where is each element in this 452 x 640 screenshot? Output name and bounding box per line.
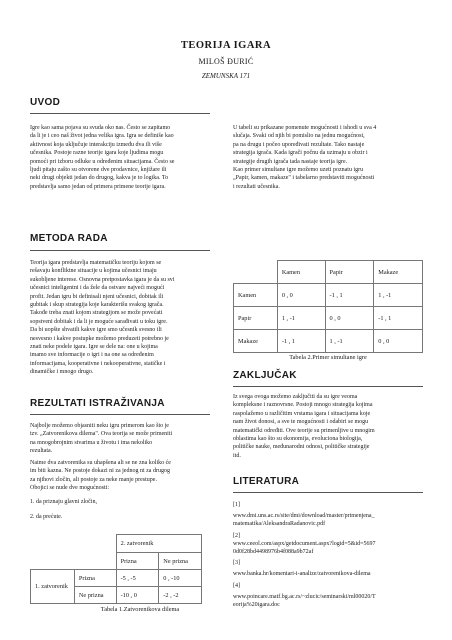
section-heading-zakljucak: ZAKLJUČAK	[233, 370, 297, 381]
table2-row-label: Makaze	[234, 330, 278, 353]
reference-link[interactable]: eorija%20igara.doc	[233, 602, 280, 609]
author-address: ZEMUNSKA 171	[201, 72, 251, 80]
reference-link[interactable]: www.banka.hr/komentari-i-analize/zatvorenikova-dilema	[233, 571, 371, 578]
rezultati-paragraph-1: Najbolje možemo objasniti neku igru primerom kao što je tzv. „Zatvorenikova dilema". Ova teorija se može primeniti na mnogobrojnim stvarima u životu i ima nekoliko rezultata.	[30, 423, 173, 455]
table2-cell: 0 , 0	[325, 307, 374, 330]
table2-cell: 0 , 0	[277, 284, 325, 307]
table1-cell: -2 , -2	[159, 587, 202, 604]
reference-link[interactable]: 0d0f28bd4498976b4f088a9b72af	[233, 549, 314, 556]
option-1: 1. da priznaju glavni zločin,	[30, 499, 97, 505]
table2-cell: 1 , -1	[325, 330, 374, 353]
prisoners-dilemma-table	[30, 534, 202, 604]
reference-number: [4]	[233, 582, 240, 589]
reference-link[interactable]: matematika/AleksandraRadanovic.pdf	[233, 521, 326, 528]
table1-col-label: Prizna	[116, 553, 159, 570]
table1-cell: 0 , -10	[159, 570, 202, 587]
uvod-paragraph: Igre kao sama pojava su svuda oko nas. Često se zapitamo da li je i ceo naš život jedna velika igra. Igra se definiše kao aktivnost koja uključuje interakciju između dva ili više učesnika. Postoje razne teorije igara koje ljudima mogu pomoći pri izboru odluke u određenim situacijama. Često se ljudi pitaju zašto su otvorene dve prodavnice, knjižare ili neki drugi objekti jedan do drugog, kakva je to logika. To predstavlja samo jedan od primera primene teorije igara.	[30, 125, 175, 190]
section-heading-metoda-rada: METODA RADA	[30, 233, 108, 244]
table1-cell: -10 , 0	[116, 587, 159, 604]
author-name: MILOŠ ĐURIĆ	[198, 57, 254, 66]
table2-cell: -1 , 1	[277, 330, 325, 353]
section-heading-rezultati: REZULTATI ISTRAŽIVANJA	[30, 398, 165, 409]
table1-col-label: Ne prizna	[159, 553, 202, 570]
reference-number: [3]	[233, 560, 240, 567]
paper-title: TEORIJA IGARA	[180, 40, 272, 51]
table2-cell: -1 , 1	[374, 307, 423, 330]
table2-row-label: Papir	[234, 307, 278, 330]
table2-cell: -1 , 1	[325, 284, 374, 307]
table1-cell: -5 , -5	[116, 570, 159, 587]
table1-row-header: 1. zatvorenik	[31, 570, 75, 604]
option-2: 2. da prećute.	[30, 514, 63, 520]
rock-paper-scissors-table	[233, 260, 423, 353]
section-heading-uvod: UVOD	[30, 97, 61, 108]
reference-number: [1]	[233, 502, 240, 508]
heading-underline	[30, 414, 210, 415]
table2-caption: Tabela 2.Primer simultane igre	[289, 354, 367, 361]
heading-underline	[30, 113, 210, 114]
table1-caption: Tabela 1.Zatvorenikova dilema	[100, 606, 180, 613]
reference-link[interactable]: www.poincare.matf.bg.ac.rs/~zlucic/seminarski/ml00020/T	[233, 593, 376, 600]
table2-cell: 1 , -1	[277, 307, 325, 330]
zakljucak-paragraph: Iz svega ovoga možemo zaključiti da su igre veoma kompleksne i raznovrsne. Postoji mnogo strategija kojima raspolažemo u različitim vrstama igara i situacijama koje nam život donosi, a sve te mogućnosti i odabiri se mogu matematički određiti. Ove teorije su primenljive u mnogim oblastima kao što su ekonomija, evoluciona biologija, političke nauke, međunarodni odnosi, političke strategije itd.	[233, 394, 375, 459]
table1-row-label: Ne prizna	[74, 587, 116, 604]
table2-col-label: Makaze	[374, 261, 423, 284]
metoda-paragraph: Teorija igara predstavlja matematičku teoriju kojom se rešavaju konfliktne situacije u kojima učesnici imaju sukobljene interese. Osnovna pretpostavka igara je da su svi učesnici inteligentni i da žele da ostvare najveći mogući profit. Jedan igru bi definisali njeni učesnici, dobitak ili gubitak i skup strategija koje karakterišu svakog igrača. Takođe treba znati kojom strategijom se može povećati sopstveni dobitak i da li je moguće sarađivati u toku igre. Da bi uopšte shvatili kakve igre smo učesnik svesno ili nesvesno i kakve postupke možemo preduzeti potrebno je znati neke podele igara. Igre se dele na: one u kojima imamo sve informacije o igri i na one sa određenim informacijama, kooperativne i nekooperativne, statičke i dinamičke i mnogo drugo.	[30, 260, 175, 376]
reference-link[interactable]: www.dmi.uns.ac.rs/site/dmi/download/master/primenjena_	[233, 513, 375, 520]
table2-col-label: Papir	[325, 261, 374, 284]
table1-col-header: 2. zatvorenik	[116, 535, 201, 553]
reference-link[interactable]: www.ceeol.com/aspx/getdocument.aspx?logid=5&id=5697	[233, 540, 376, 547]
heading-underline	[30, 250, 210, 251]
rezultati-paragraph-2: Naime dva zatvorenika su uhapšena ali se ne zna koliko će im biti kazna. Ne postoje dokazi ni za jednog ni za drugog za njihovi zločin, ali postoje za neke manje prestupe. Obojici se nude dve mogućnosti:	[30, 460, 171, 492]
table2-cell: 1 , -1	[374, 284, 423, 307]
table2-cell: 0 , 0	[374, 330, 423, 353]
reference-number: [2]	[233, 532, 240, 539]
table2-col-label: Kamen	[277, 261, 325, 284]
table2-row-label: Kamen	[234, 284, 278, 307]
table-intro-paragraph: U tabeli su prikazane pomenute mogućnosti i ishodi u sva 4 slučaja. Svaki od njih bi pomislio na jednu mogućnost, pa na drugu i počeo upoređivati rezultate. Tako nastaje strategija igrača. Kada igrači počnu da uzimaju u obzir i strategije drugih igrača tada nastaje teorija igre. Kao primer simultane igre možemo uzeti poznatu igru „Papir, kamen, makaze" i tabelarno predstaviti mogućnosti i rezultati učesnika.	[233, 125, 377, 190]
section-heading-literatura: LITERATURA	[233, 476, 300, 487]
heading-underline	[233, 492, 423, 493]
heading-underline	[233, 386, 423, 387]
reference-list	[233, 501, 428, 609]
table1-row-label: Prizna	[74, 570, 116, 587]
